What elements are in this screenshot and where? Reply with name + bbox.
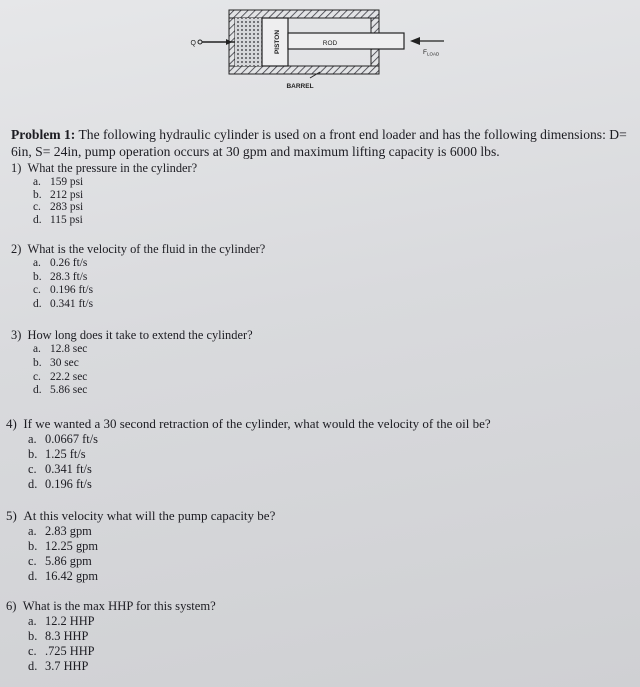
problem-statement bbox=[11, 126, 626, 160]
option: a. 12.8 sec bbox=[33, 343, 88, 355]
question-1 bbox=[11, 161, 197, 226]
question-number: 6) bbox=[6, 599, 17, 613]
question-4 bbox=[6, 416, 491, 492]
option: d. 0.196 ft/s bbox=[28, 477, 92, 491]
question-2 bbox=[11, 242, 265, 311]
option: d. 5.86 sec bbox=[33, 384, 88, 397]
option: c. 5.86 gpm bbox=[28, 554, 92, 568]
question-number: 4) bbox=[6, 416, 17, 431]
option: b. 12.25 gpm bbox=[28, 539, 99, 553]
force-label: $F_{LOAD}$ bbox=[423, 49, 440, 57]
fluid-chamber bbox=[235, 18, 262, 66]
question-text: If we wanted a 30 second retraction of the cylinder, what would the velocity of the oil be? bbox=[23, 416, 491, 431]
barrel-bottom-wall bbox=[229, 66, 379, 74]
question-5 bbox=[6, 508, 275, 584]
question-text: What the pressure in the cylinder? bbox=[27, 161, 198, 175]
hydraulic-cylinder-diagram bbox=[180, 0, 470, 100]
inlet-label: Q bbox=[190, 40, 196, 47]
inlet-port bbox=[198, 40, 202, 44]
piston-label: PISTON bbox=[274, 29, 281, 55]
option: b. 1.25 ft/s bbox=[28, 447, 86, 461]
question-text: How long does it take to extend the cylinder? bbox=[27, 328, 253, 342]
problem-text-line1: The following hydraulic cylinder is used on a front end loader and has the following dimensions: D= bbox=[78, 127, 627, 142]
option: d. 3.7 HHP bbox=[28, 659, 89, 673]
problem-heading: Problem 1: bbox=[11, 127, 76, 142]
option: a. 0.0667 ft/s bbox=[28, 432, 99, 446]
rod bbox=[288, 33, 404, 49]
option: c. .725 HHP bbox=[28, 644, 95, 658]
option: b. 212 psi bbox=[33, 188, 84, 201]
question-6 bbox=[6, 599, 216, 674]
option: d. 0.341 ft/s bbox=[33, 297, 94, 310]
question-text: What is the max HHP for this system? bbox=[22, 599, 216, 613]
option: a. 0.26 ft/s bbox=[33, 257, 88, 269]
question-number: 3) bbox=[11, 328, 22, 342]
option: a. 2.83 gpm bbox=[28, 524, 92, 538]
option: c. 0.196 ft/s bbox=[33, 284, 94, 297]
option: b. 30 sec bbox=[33, 356, 79, 369]
barrel-top-wall bbox=[229, 10, 379, 18]
rod-label: ROD bbox=[322, 40, 338, 47]
question-text: What is the velocity of the fluid in the cylinder? bbox=[27, 242, 266, 256]
option: c. 22.2 sec bbox=[33, 370, 88, 383]
question-3 bbox=[11, 328, 253, 398]
option: b. 28.3 ft/s bbox=[33, 270, 88, 283]
option: b. 8.3 HHP bbox=[28, 629, 89, 643]
option: c. 0.341 ft/s bbox=[28, 462, 92, 476]
option: a. 159 psi bbox=[33, 176, 84, 188]
option: a. 12.2 HHP bbox=[28, 614, 95, 628]
option: d. 115 psi bbox=[33, 213, 83, 226]
barrel-label: BARREL bbox=[286, 83, 314, 90]
question-number: 2) bbox=[11, 242, 22, 256]
option: c. 283 psi bbox=[33, 201, 84, 214]
option: d. 16.42 gpm bbox=[28, 569, 99, 583]
question-text: At this velocity what will the pump capacity be? bbox=[23, 508, 276, 523]
question-number: 1) bbox=[11, 161, 22, 175]
problem-text-line2: 6in, S= 24in, pump operation occurs at 30 gpm and maximum lifting capacity is 6000 lbs. bbox=[11, 144, 500, 159]
question-number: 5) bbox=[6, 508, 17, 523]
load-arrow bbox=[410, 37, 420, 45]
